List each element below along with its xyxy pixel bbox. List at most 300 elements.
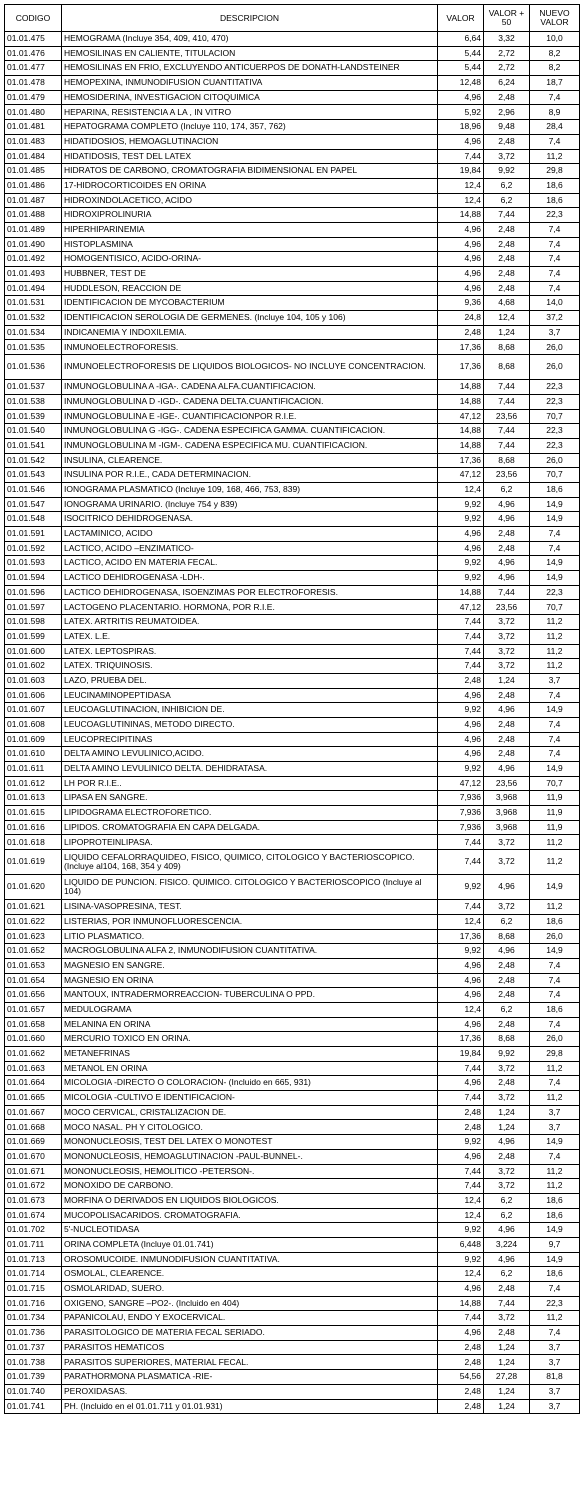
valor-cell: 14,88	[438, 380, 484, 395]
table-row	[5, 776, 580, 791]
code-cell: 01.01.494	[5, 281, 62, 296]
nuevo-valor-cell: 11,2	[530, 1311, 580, 1326]
valor-50-cell: 3,968	[484, 806, 530, 821]
code-cell: 01.01.548	[5, 512, 62, 527]
description-cell: LEUCOAGLUTININAS, METODO DIRECTO.	[62, 717, 438, 732]
valor-cell: 12,4	[438, 1193, 484, 1208]
valor-50-cell: 3,968	[484, 820, 530, 835]
description-cell: LAZO, PRUEBA DEL.	[62, 673, 438, 688]
valor-cell: 2,48	[438, 1355, 484, 1370]
code-cell: 01.01.736	[5, 1326, 62, 1341]
description-cell: HIDATIDOSIS, TEST DEL LATEX	[62, 149, 438, 164]
code-cell: 01.01.610	[5, 747, 62, 762]
nuevo-valor-cell: 18,6	[530, 1193, 580, 1208]
valor-50-cell: 8,68	[484, 1032, 530, 1047]
valor-cell: 4,96	[438, 134, 484, 149]
code-cell: 01.01.662	[5, 1047, 62, 1062]
table-row	[5, 629, 580, 644]
description-cell: HEPATOGRAMA COMPLETO (Incluye 110, 174, 357, 762)	[62, 120, 438, 135]
nuevo-valor-cell: 11,2	[530, 615, 580, 630]
table-row	[5, 1296, 580, 1311]
valor-cell: 7,44	[438, 900, 484, 915]
description-cell: IDENTIFICACION SEROLOGIA DE GERMENES. (Incluye 104, 105 y 106)	[62, 311, 438, 326]
table-row	[5, 585, 580, 600]
valor-cell: 7,44	[438, 149, 484, 164]
valor-50-cell: 4,96	[484, 497, 530, 512]
valor-50-cell: 1,24	[484, 1340, 530, 1355]
valor-50-cell: 6,24	[484, 76, 530, 91]
valor-50-cell: 2,48	[484, 267, 530, 282]
valor-50-cell: 2,48	[484, 252, 530, 267]
table-row	[5, 1193, 580, 1208]
valor-50-cell: 2,48	[484, 732, 530, 747]
valor-50-cell: 2,48	[484, 527, 530, 542]
valor-50-cell: 23,56	[484, 409, 530, 424]
valor-50-cell: 3,72	[484, 900, 530, 915]
code-cell: 01.01.673	[5, 1193, 62, 1208]
valor-cell: 2,48	[438, 1399, 484, 1414]
nuevo-valor-cell: 7,4	[530, 237, 580, 252]
code-cell: 01.01.596	[5, 585, 62, 600]
description-cell: PARASITOS SUPERIORES, MATERIAL FECAL.	[62, 1355, 438, 1370]
code-cell: 01.01.611	[5, 762, 62, 777]
valor-50-cell: 3,72	[484, 1311, 530, 1326]
nuevo-valor-cell: 81,8	[530, 1370, 580, 1385]
valor-cell: 7,44	[438, 629, 484, 644]
valor-cell: 9,92	[438, 1135, 484, 1150]
description-cell: OSMOLARIDAD, SUERO.	[62, 1282, 438, 1297]
table-row	[5, 644, 580, 659]
description-cell: LACTICO, ACIDO –ENZIMATICO-	[62, 541, 438, 556]
valor-cell: 4,96	[438, 717, 484, 732]
code-cell: 01.01.602	[5, 659, 62, 674]
table-row	[5, 1032, 580, 1047]
description-cell: HISTOPLASMINA	[62, 237, 438, 252]
code-cell: 01.01.488	[5, 208, 62, 223]
valor-50-cell: 2,48	[484, 90, 530, 105]
description-cell: HIPERHIPARINEMIA	[62, 222, 438, 237]
nuevo-valor-cell: 18,6	[530, 914, 580, 929]
table-row	[5, 46, 580, 61]
nuevo-valor-cell: 18,6	[530, 1208, 580, 1223]
nuevo-valor-cell: 22,3	[530, 438, 580, 453]
table-row	[5, 1340, 580, 1355]
description-cell: MAGNESIO EN SANGRE.	[62, 958, 438, 973]
code-cell: 01.01.609	[5, 732, 62, 747]
code-cell: 01.01.531	[5, 296, 62, 311]
description-cell: HIDROXIPROLINURIA	[62, 208, 438, 223]
valor-cell: 7,44	[438, 1179, 484, 1194]
code-cell: 01.01.657	[5, 1002, 62, 1017]
table-row	[5, 281, 580, 296]
code-cell: 01.01.536	[5, 355, 62, 380]
description-cell: MEDULOGRAMA	[62, 1002, 438, 1017]
description-cell: OROSOMUCOIDE. INMUNODIFUSION CUANTITATIVA.	[62, 1252, 438, 1267]
description-cell: LACTAMINICO, ACIDO	[62, 527, 438, 542]
valor-50-cell: 2,48	[484, 688, 530, 703]
valor-50-cell: 4,96	[484, 1252, 530, 1267]
nuevo-valor-cell: 11,2	[530, 1091, 580, 1106]
valor-cell: 7,44	[438, 835, 484, 850]
table-row	[5, 409, 580, 424]
description-cell: LEUCOPRECIPITINAS	[62, 732, 438, 747]
valor-cell: 9,92	[438, 703, 484, 718]
code-cell: 01.01.656	[5, 988, 62, 1003]
valor-50-cell: 4,96	[484, 556, 530, 571]
code-cell: 01.01.663	[5, 1061, 62, 1076]
valor-cell: 6,448	[438, 1237, 484, 1252]
valor-cell: 7,44	[438, 1061, 484, 1076]
valor-cell: 12,4	[438, 1208, 484, 1223]
nuevo-valor-cell: 8,2	[530, 61, 580, 76]
code-cell: 01.01.652	[5, 944, 62, 959]
table-row	[5, 600, 580, 615]
description-cell: HEPARINA, RESISTENCIA A LA , IN VITRO	[62, 105, 438, 120]
description-cell: LIPOPROTEINLIPASA.	[62, 835, 438, 850]
valor-50-cell: 3,968	[484, 791, 530, 806]
valor-50-cell: 2,48	[484, 747, 530, 762]
code-cell: 01.01.671	[5, 1164, 62, 1179]
nuevo-valor-cell: 11,2	[530, 1179, 580, 1194]
table-row	[5, 149, 580, 164]
code-cell: 01.01.737	[5, 1340, 62, 1355]
description-cell: LH POR R.I.E..	[62, 776, 438, 791]
valor-cell: 2,48	[438, 1384, 484, 1399]
description-cell: LIPIDOS. CROMATOGRAFIA EN CAPA DELGADA.	[62, 820, 438, 835]
description-cell: INSULINA, CLEARENCE.	[62, 453, 438, 468]
nuevo-valor-cell: 11,9	[530, 806, 580, 821]
valor-50-cell: 7,44	[484, 208, 530, 223]
valor-50-cell: 2,48	[484, 222, 530, 237]
nuevo-valor-cell: 70,7	[530, 600, 580, 615]
valor-cell: 7,44	[438, 1311, 484, 1326]
code-cell: 01.01.532	[5, 311, 62, 326]
description-cell: ORINA COMPLETA (Incluye 01.01.741)	[62, 1237, 438, 1252]
table-row	[5, 1326, 580, 1341]
valor-cell: 4,96	[438, 222, 484, 237]
valor-50-cell: 1,24	[484, 325, 530, 340]
valor-50-cell: 2,48	[484, 1149, 530, 1164]
table-row	[5, 482, 580, 497]
valor-50-cell: 3,72	[484, 835, 530, 850]
description-cell: PARASITOLOGICO DE MATERIA FECAL SERIADO.	[62, 1326, 438, 1341]
valor-cell: 14,88	[438, 585, 484, 600]
description-cell: 5'-NUCLEOTIDASA	[62, 1223, 438, 1238]
valor-50-cell: 2,48	[484, 1282, 530, 1297]
valor-cell: 7,44	[438, 615, 484, 630]
code-cell: 01.01.489	[5, 222, 62, 237]
valor-50-cell: 6,2	[484, 1002, 530, 1017]
table-row	[5, 703, 580, 718]
nuevo-valor-cell: 18,6	[530, 1002, 580, 1017]
nuevo-valor-cell: 7,4	[530, 267, 580, 282]
code-cell: 01.01.543	[5, 468, 62, 483]
valor-cell: 4,96	[438, 1076, 484, 1091]
valor-cell: 24,8	[438, 311, 484, 326]
table-row	[5, 1252, 580, 1267]
valor-cell: 17,36	[438, 355, 484, 380]
table-row	[5, 193, 580, 208]
valor-cell: 54,56	[438, 1370, 484, 1385]
table-row	[5, 747, 580, 762]
valor-cell: 2,48	[438, 1340, 484, 1355]
code-cell: 01.01.714	[5, 1267, 62, 1282]
table-row	[5, 900, 580, 915]
valor-cell: 5,92	[438, 105, 484, 120]
code-cell: 01.01.539	[5, 409, 62, 424]
table-row	[5, 541, 580, 556]
nuevo-valor-cell: 7,4	[530, 90, 580, 105]
valor-cell: 9,92	[438, 762, 484, 777]
description-cell: OXIGENO, SANGRE –PO2-. (Incluido en 404)	[62, 1296, 438, 1311]
code-cell: 01.01.608	[5, 717, 62, 732]
code-cell: 01.01.484	[5, 149, 62, 164]
code-cell: 01.01.481	[5, 120, 62, 135]
valor-cell: 7,44	[438, 850, 484, 875]
valor-cell: 4,96	[438, 1326, 484, 1341]
valor-cell: 9,92	[438, 497, 484, 512]
valor-cell: 7,44	[438, 1164, 484, 1179]
code-cell: 01.01.599	[5, 629, 62, 644]
description-cell: INMUNOGLOBULINA A -IGA-. CADENA ALFA.CUANTIFICACION.	[62, 380, 438, 395]
code-cell: 01.01.547	[5, 497, 62, 512]
valor-50-cell: 8,68	[484, 453, 530, 468]
description-cell: MELANINA EN ORINA	[62, 1017, 438, 1032]
nuevo-valor-cell: 22,3	[530, 380, 580, 395]
table-row	[5, 178, 580, 193]
code-cell: 01.01.607	[5, 703, 62, 718]
valor-cell: 7,44	[438, 1091, 484, 1106]
table-row	[5, 732, 580, 747]
code-cell: 01.01.492	[5, 252, 62, 267]
description-cell: INMUNOGLOBULINA D -IGD-. CADENA DELTA.CUANTIFICACION.	[62, 394, 438, 409]
code-cell: 01.01.490	[5, 237, 62, 252]
description-cell: MICOLOGIA -CULTIVO E IDENTIFICACION-	[62, 1091, 438, 1106]
code-cell: 01.01.741	[5, 1399, 62, 1414]
description-cell: LACTICO, ACIDO EN MATERIA FECAL.	[62, 556, 438, 571]
valor-50-cell: 4,96	[484, 1223, 530, 1238]
table-row	[5, 1164, 580, 1179]
code-cell: 01.01.670	[5, 1149, 62, 1164]
table-row	[5, 311, 580, 326]
table-row	[5, 424, 580, 439]
valor-50-cell: 6,2	[484, 482, 530, 497]
valor-50-cell: 4,96	[484, 703, 530, 718]
header-nuevo-valor: NUEVO VALOR	[530, 5, 580, 32]
table-row	[5, 1091, 580, 1106]
valor-cell: 4,96	[438, 1149, 484, 1164]
nuevo-valor-cell: 28,4	[530, 120, 580, 135]
valor-cell: 9,92	[438, 944, 484, 959]
description-cell: LATEX. TRIQUINOSIS.	[62, 659, 438, 674]
valor-cell: 17,36	[438, 929, 484, 944]
description-cell: HIDRATOS DE CARBONO, CROMATOGRAFIA BIDIMENSIONAL EN PAPEL	[62, 164, 438, 179]
valor-50-cell: 2,48	[484, 973, 530, 988]
description-cell: HEMOSILINAS EN FRIO, EXCLUYENDO ANTICUERPOS DE DONATH-LANDSTEINER	[62, 61, 438, 76]
table-row	[5, 1208, 580, 1223]
description-cell: MICOLOGIA -DIRECTO O COLORACION- (Incluido en 665, 931)	[62, 1076, 438, 1091]
description-cell: MOCO CERVICAL, CRISTALIZACION DE.	[62, 1105, 438, 1120]
description-cell: LATEX. L.E.	[62, 629, 438, 644]
code-cell: 01.01.540	[5, 424, 62, 439]
valor-50-cell: 3,72	[484, 644, 530, 659]
valor-50-cell: 1,24	[484, 1120, 530, 1135]
table-row	[5, 806, 580, 821]
description-cell: MAGNESIO EN ORINA	[62, 973, 438, 988]
nuevo-valor-cell: 7,4	[530, 134, 580, 149]
price-table	[4, 4, 580, 1414]
valor-50-cell: 3,72	[484, 149, 530, 164]
valor-cell: 12,48	[438, 76, 484, 91]
code-cell: 01.01.613	[5, 791, 62, 806]
header-valor-50: VALOR + 50	[484, 5, 530, 32]
valor-50-cell: 2,48	[484, 134, 530, 149]
description-cell: MONONUCLEOSIS, HEMOLITICO -PETERSON-.	[62, 1164, 438, 1179]
nuevo-valor-cell: 11,2	[530, 1164, 580, 1179]
table-row	[5, 134, 580, 149]
code-cell: 01.01.665	[5, 1091, 62, 1106]
code-cell: 01.01.738	[5, 1355, 62, 1370]
description-cell: LACTICO DEHIDROGENASA -LDH-.	[62, 571, 438, 586]
header-valor: VALOR	[438, 5, 484, 32]
nuevo-valor-cell: 8,2	[530, 46, 580, 61]
description-cell: INSULINA POR R.I.E., CADA DETERMINACION.	[62, 468, 438, 483]
valor-cell: 4,96	[438, 732, 484, 747]
description-cell: PEROXIDASAS.	[62, 1384, 438, 1399]
valor-cell: 7,936	[438, 806, 484, 821]
header-descripcion: DESCRIPCION	[62, 5, 438, 32]
description-cell: LACTICO DEHIDROGENASA, ISOENZIMAS POR ELECTROFORESIS.	[62, 585, 438, 600]
valor-50-cell: 2,48	[484, 958, 530, 973]
nuevo-valor-cell: 14,9	[530, 875, 580, 900]
table-body	[5, 32, 580, 1414]
valor-50-cell: 6,2	[484, 1193, 530, 1208]
table-row	[5, 929, 580, 944]
description-cell: OSMOLAL, CLEARENCE.	[62, 1267, 438, 1282]
description-cell: LIQUIDO CEFALORRAQUIDEO, FISICO, QUIMICO, CITOLOGICO Y BACTERIOSCOPICO. (Incluye al104, 168, 354 y 409)	[62, 850, 438, 875]
nuevo-valor-cell: 7,4	[530, 1017, 580, 1032]
valor-cell: 6,64	[438, 32, 484, 47]
valor-cell: 18,96	[438, 120, 484, 135]
valor-cell: 9,92	[438, 512, 484, 527]
code-cell: 01.01.593	[5, 556, 62, 571]
table-row	[5, 355, 580, 380]
code-cell: 01.01.622	[5, 914, 62, 929]
table-row	[5, 1223, 580, 1238]
description-cell: INDICANEMIA Y INDOXILEMIA.	[62, 325, 438, 340]
valor-cell: 5,44	[438, 46, 484, 61]
description-cell: MONOXIDO DE CARBONO.	[62, 1179, 438, 1194]
valor-50-cell: 3,72	[484, 629, 530, 644]
nuevo-valor-cell: 11,2	[530, 850, 580, 875]
code-cell: 01.01.542	[5, 453, 62, 468]
nuevo-valor-cell: 29,8	[530, 1047, 580, 1062]
table-row	[5, 1076, 580, 1091]
valor-50-cell: 4,96	[484, 571, 530, 586]
code-cell: 01.01.493	[5, 267, 62, 282]
nuevo-valor-cell: 3,7	[530, 1384, 580, 1399]
code-cell: 01.01.594	[5, 571, 62, 586]
code-cell: 01.01.597	[5, 600, 62, 615]
description-cell: MERCURIO TOXICO EN ORINA.	[62, 1032, 438, 1047]
valor-50-cell: 7,44	[484, 438, 530, 453]
nuevo-valor-cell: 3,7	[530, 325, 580, 340]
table-row	[5, 973, 580, 988]
code-cell: 01.01.616	[5, 820, 62, 835]
description-cell: LISTERIAS, POR INMUNOFLUORESCENCIA.	[62, 914, 438, 929]
valor-cell: 9,92	[438, 875, 484, 900]
table-row	[5, 76, 580, 91]
valor-cell: 4,96	[438, 267, 484, 282]
valor-cell: 12,4	[438, 193, 484, 208]
code-cell: 01.01.669	[5, 1135, 62, 1150]
valor-cell: 4,96	[438, 252, 484, 267]
table-row	[5, 1105, 580, 1120]
table-row	[5, 791, 580, 806]
valor-50-cell: 3,72	[484, 659, 530, 674]
table-row	[5, 1120, 580, 1135]
code-cell: 01.01.485	[5, 164, 62, 179]
nuevo-valor-cell: 7,4	[530, 1282, 580, 1297]
table-row	[5, 222, 580, 237]
nuevo-valor-cell: 3,7	[530, 1355, 580, 1370]
valor-cell: 19,84	[438, 164, 484, 179]
nuevo-valor-cell: 14,9	[530, 497, 580, 512]
table-row	[5, 988, 580, 1003]
code-cell: 01.01.483	[5, 134, 62, 149]
valor-cell: 9,36	[438, 296, 484, 311]
description-cell: INMUNOGLOBULINA G -IGG-. CADENA ESPECIFICA GAMMA. CUANTIFICACION.	[62, 424, 438, 439]
valor-50-cell: 4,96	[484, 944, 530, 959]
nuevo-valor-cell: 11,2	[530, 835, 580, 850]
table-row	[5, 958, 580, 973]
description-cell: INMUNOGLOBULINA E -IGE-. CUANTIFICACIONPOR R.I.E.	[62, 409, 438, 424]
code-cell: 01.01.658	[5, 1017, 62, 1032]
description-cell: MANTOUX, INTRADERMORREACCION- TUBERCULINA O PPD.	[62, 988, 438, 1003]
code-cell: 01.01.715	[5, 1282, 62, 1297]
description-cell: DELTA AMINO LEVULINICO DELTA. DEHIDRATASA.	[62, 762, 438, 777]
description-cell: MONONUCLEOSIS, HEMOAGLUTINACION -PAUL-BUNNEL-.	[62, 1149, 438, 1164]
valor-50-cell: 12,4	[484, 311, 530, 326]
table-row	[5, 1237, 580, 1252]
valor-cell: 12,4	[438, 1002, 484, 1017]
valor-50-cell: 9,92	[484, 1047, 530, 1062]
code-cell: 01.01.740	[5, 1384, 62, 1399]
valor-cell: 17,36	[438, 1032, 484, 1047]
nuevo-valor-cell: 7,4	[530, 541, 580, 556]
valor-cell: 4,96	[438, 688, 484, 703]
code-cell: 01.01.702	[5, 1223, 62, 1238]
valor-50-cell: 9,48	[484, 120, 530, 135]
nuevo-valor-cell: 7,4	[530, 732, 580, 747]
valor-50-cell: 4,68	[484, 296, 530, 311]
valor-50-cell: 8,68	[484, 340, 530, 355]
code-cell: 01.01.716	[5, 1296, 62, 1311]
description-cell: HEMOSILINAS EN CALIENTE, TITULACION	[62, 46, 438, 61]
valor-50-cell: 1,24	[484, 1355, 530, 1370]
description-cell: PAPANICOLAU, ENDO Y EXOCERVICAL.	[62, 1311, 438, 1326]
header-codigo: CODIGO	[5, 5, 62, 32]
valor-50-cell: 8,68	[484, 929, 530, 944]
valor-50-cell: 6,2	[484, 178, 530, 193]
nuevo-valor-cell: 26,0	[530, 1032, 580, 1047]
description-cell: 17-HIDROCORTICOIDES EN ORINA	[62, 178, 438, 193]
nuevo-valor-cell: 3,7	[530, 1105, 580, 1120]
description-cell: LATEX. ARTRITIS REUMATOIDEA.	[62, 615, 438, 630]
valor-cell: 47,12	[438, 409, 484, 424]
code-cell: 01.01.621	[5, 900, 62, 915]
valor-50-cell: 23,56	[484, 468, 530, 483]
